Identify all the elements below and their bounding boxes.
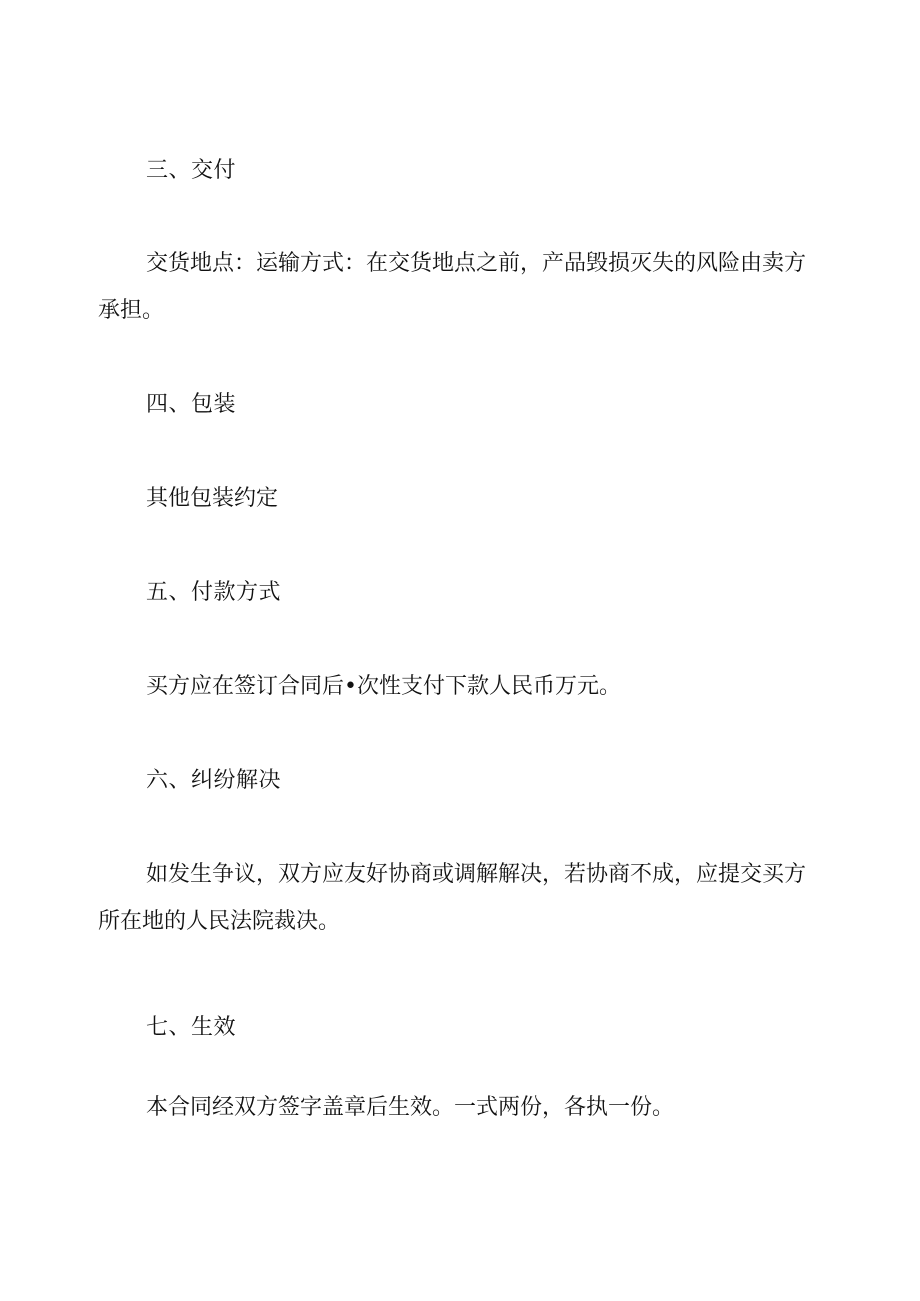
packaging-text-line-1: 其他包装约定	[146, 486, 279, 511]
delivery-text-line-1: 交货地点：运输方式：在交货地点之前，产品毁损灭失的风险由卖方	[146, 251, 807, 276]
dispute-text-line-1: 如发生争议，双方应友好协商或调解解决，若协商不成，应提交买方	[146, 862, 807, 887]
section-heading-delivery: 三、交付	[146, 158, 237, 183]
payment-text-line-1: 买方应在签订合同后•次性支付下款人民币万元。	[146, 674, 621, 699]
effect-text-line-1: 本合同经双方签字盖章后生效。一式两份，各执一份。	[146, 1095, 675, 1120]
section-heading-dispute: 六、纠纷解决	[146, 768, 282, 793]
dispute-text-line-2: 所在地的人民法院裁决。	[98, 909, 341, 934]
section-heading-payment: 五、付款方式	[146, 580, 282, 605]
section-heading-packaging: 四、包装	[146, 392, 237, 417]
section-heading-effect: 七、生效	[146, 1015, 237, 1040]
delivery-text-line-2: 承担。	[98, 298, 165, 323]
